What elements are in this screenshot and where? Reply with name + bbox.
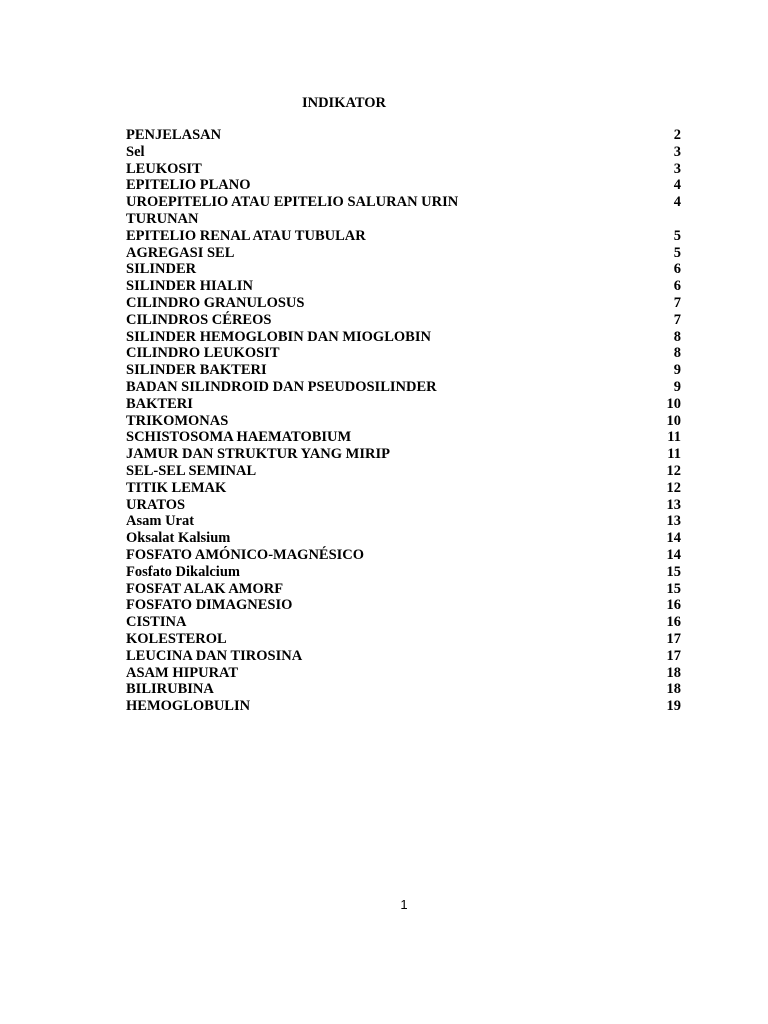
- toc-entry-label: CISTINA: [126, 614, 187, 631]
- toc-entry-label: SILINDER: [126, 261, 197, 278]
- toc-entry-page: 10: [666, 395, 681, 412]
- toc-entry: [126, 648, 681, 665]
- toc-entry-page: 2: [673, 127, 681, 143]
- toc-entry-page: 17: [666, 630, 681, 647]
- toc-entry-page: 4: [673, 177, 681, 194]
- toc-entry-label: AGREGASI SEL: [126, 244, 235, 261]
- toc-entry-label: LEUCINA DAN TIROSINA: [126, 647, 303, 664]
- toc-entry: [126, 194, 681, 228]
- toc-entry-page: 18: [666, 664, 681, 681]
- toc-entry-label: URATOS: [126, 496, 186, 513]
- toc-entry-label: BADAN SILINDROID DAN PSEUDOSILINDER: [126, 378, 437, 395]
- toc-entry: [126, 446, 681, 463]
- toc-entry-page: 14: [666, 530, 681, 547]
- toc-entry: [126, 480, 681, 497]
- toc-entry: [126, 228, 681, 245]
- toc-entry-page: 6: [673, 261, 681, 278]
- toc-entry-label: TRIKOMONAS: [126, 412, 229, 429]
- toc-entry-page: 15: [666, 563, 681, 580]
- toc-entry-page: 6: [673, 278, 681, 295]
- toc-entry: [126, 497, 681, 514]
- toc-entry: [126, 614, 681, 631]
- toc-entry: [126, 245, 681, 262]
- toc-entry-page: 13: [666, 496, 681, 513]
- toc-entry-label: BAKTERI: [126, 395, 193, 412]
- toc-entry: [126, 295, 681, 312]
- toc-entry-page: 9: [673, 378, 681, 395]
- toc-entry: [126, 312, 681, 329]
- toc-entry-label: SCHISTOSOMA HAEMATOBIUM: [126, 429, 352, 446]
- toc-entry-page: 18: [666, 681, 681, 698]
- toc-entry-label: FOSFAT ALAK AMORF: [126, 580, 284, 597]
- toc-entry-page: 3: [673, 160, 681, 177]
- toc-entry-label: UROEPITELIO ATAU EPITELIO SALURAN URIN TURUNAN: [126, 194, 459, 227]
- toc-entry: [126, 463, 681, 480]
- toc-entry: [126, 127, 681, 144]
- toc-entry: [126, 396, 681, 413]
- toc-entry-label: SILINDER HIALIN: [126, 278, 253, 295]
- toc-entry-page: 9: [673, 362, 681, 379]
- toc-entry-label: Sel: [126, 143, 145, 160]
- toc-entry-label: FOSFATO AMÓNICO-MAGNÉSICO: [126, 546, 365, 563]
- toc-entry: [126, 698, 681, 715]
- toc-entry: [126, 681, 681, 698]
- toc-entry-page: 7: [673, 294, 681, 311]
- toc-entry-label: BILIRUBINA: [126, 681, 214, 698]
- toc-entry: [126, 564, 681, 581]
- toc-entry-page: 8: [673, 345, 681, 362]
- toc-entry-label: ASAM HIPURAT: [126, 664, 239, 681]
- toc-entry-label: FOSFATO DIMAGNESIO: [126, 597, 293, 614]
- toc-entry-page: 5: [673, 227, 681, 244]
- toc-entry: [126, 362, 681, 379]
- toc-entry: [126, 261, 681, 278]
- toc-entry: [126, 513, 681, 530]
- toc-entry-page: 4: [673, 194, 681, 211]
- toc-entry-label: Oksalat Kalsium: [126, 530, 231, 547]
- toc-entry-page: 11: [667, 429, 681, 446]
- toc-entry-label: SILINDER BAKTERI: [126, 362, 267, 379]
- toc-entry-label: Fosfato Dikalcium: [126, 563, 240, 580]
- toc-entry-page: 7: [673, 311, 681, 328]
- toc-entry-label: LEUKOSIT: [126, 160, 202, 177]
- toc-entry-label: TITIK LEMAK: [126, 479, 227, 496]
- toc-entry: [126, 413, 681, 430]
- toc-entry-page: 16: [666, 614, 681, 631]
- toc-entry: [126, 379, 681, 396]
- toc-entry-page: 12: [666, 479, 681, 496]
- toc-entry: [126, 547, 681, 564]
- toc-entry-label: JAMUR DAN STRUKTUR YANG MIRIP: [126, 446, 390, 463]
- toc-entry: [126, 278, 681, 295]
- page-title: INDIKATOR: [301, 95, 387, 111]
- toc-entry: [126, 429, 681, 446]
- toc-entry-label: PENJELASAN: [126, 127, 222, 143]
- toc-entry-page: 15: [666, 580, 681, 597]
- toc-entry-page: 12: [666, 462, 681, 479]
- toc-entry-label: HEMOGLOBULIN: [126, 698, 251, 715]
- toc-entry: [126, 530, 681, 547]
- toc-entry: [126, 665, 681, 682]
- toc-entry: [126, 581, 681, 598]
- toc-entry-label: KOLESTEROL: [126, 630, 227, 647]
- toc-entry-page: 13: [666, 513, 681, 530]
- toc-entry-page: 5: [673, 244, 681, 261]
- toc-entry-label: CILINDRO GRANULOSUS: [126, 294, 305, 311]
- toc-entry: [126, 631, 681, 648]
- toc-entry-page: 16: [666, 597, 681, 614]
- toc-entry-page: 14: [666, 546, 681, 563]
- toc-entry: [126, 345, 681, 362]
- toc-entry: [126, 597, 681, 614]
- toc-entry-page: 8: [673, 328, 681, 345]
- toc-entry-page: 19: [666, 698, 681, 715]
- toc-entry-page: 17: [666, 647, 681, 664]
- toc-entry-label: EPITELIO PLANO: [126, 177, 251, 194]
- toc-entry-label: CILINDRO LEUKOSIT: [126, 345, 280, 362]
- toc-entry-page: 11: [667, 446, 681, 463]
- table-of-contents: [126, 127, 681, 715]
- toc-entry-page: 3: [673, 143, 681, 160]
- toc-entry-label: SEL-SEL SEMINAL: [126, 462, 257, 479]
- toc-entry-label: Asam Urat: [126, 513, 195, 530]
- toc-entry-label: EPITELIO RENAL ATAU TUBULAR: [126, 227, 366, 244]
- page-number: 1: [400, 897, 408, 912]
- toc-entry: [126, 177, 681, 194]
- toc-entry: [126, 161, 681, 178]
- toc-entry: [126, 329, 681, 346]
- toc-entry-page: 10: [666, 412, 681, 429]
- toc-entry-label: CILINDROS CÉREOS: [126, 311, 272, 328]
- toc-entry: [126, 144, 681, 161]
- toc-entry-label: SILINDER HEMOGLOBIN DAN MIOGLOBIN: [126, 328, 431, 345]
